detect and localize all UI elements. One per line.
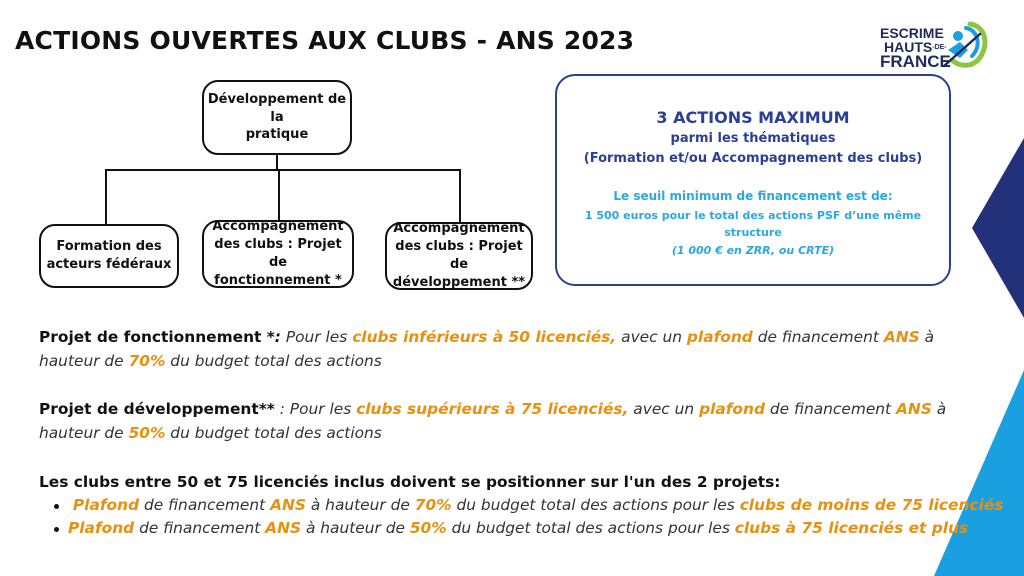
page-title: ACTIONS OUVERTES AUX CLUBS - ANS 2023 bbox=[15, 26, 635, 55]
paragraph-developpement: Projet de développement** : Pour les clubs supérieurs à 75 licenciés, avec un plafond de financement ANS à hauteur de 50% du budget total des actions bbox=[39, 400, 947, 443]
connector bbox=[105, 169, 461, 171]
info-heading: 3 ACTIONS MAXIMUM bbox=[656, 108, 850, 127]
connector bbox=[105, 169, 107, 224]
org-root-node: Développement de la pratique bbox=[202, 80, 352, 155]
connector bbox=[276, 155, 278, 170]
info-subtitle-1: parmi les thématiques bbox=[670, 131, 836, 146]
connector bbox=[278, 169, 280, 221]
decorative-triangle-navy bbox=[972, 138, 1024, 318]
list-item: Plafond de financement ANS à hauteur de 70% du budget total des actions pour les clubs de moins de 75 licenciés bbox=[54, 494, 974, 517]
info-subtitle-2: (Formation et/ou Accompagnement des clubs) bbox=[583, 151, 923, 166]
connector bbox=[459, 169, 461, 224]
org-node-fonctionnement: Accompagnement des clubs : Projet de fonctionnement * bbox=[202, 220, 354, 288]
org-node-formation: Formation des acteurs fédéraux bbox=[39, 224, 179, 288]
info-note: (1 000 € en ZRR, ou CRTE) bbox=[671, 244, 835, 257]
logo-line2: $HAUTS^{-DE-}$ bbox=[884, 39, 947, 55]
info-threshold: Le seuil minimum de financement est de: bbox=[613, 189, 893, 203]
escrime-hdf-logo bbox=[878, 18, 993, 74]
fencer-icon bbox=[940, 20, 990, 72]
info-box bbox=[555, 74, 951, 286]
logo-line3: FRANCE bbox=[880, 52, 951, 71]
bullet-list bbox=[54, 494, 1004, 541]
org-node-developpement: Accompagnement des clubs : Projet de développement ** bbox=[385, 222, 533, 290]
paragraph-fonctionnement: Projet de fonctionnement *: Pour les clubs inférieurs à 50 licenciés, avec un plafond de financement ANS à hauteur de 70% du budget total des actions bbox=[39, 328, 935, 371]
list-item: Plafond de financement ANS à hauteur de 50% du budget total des actions pour les clubs à 75 licenciés et plus bbox=[54, 517, 974, 540]
logo-line1: ESCRIME bbox=[880, 25, 944, 41]
info-amount: 1 500 euros pour le total des actions PSF d’une même structure bbox=[584, 209, 922, 240]
paragraph-positionnement: Les clubs entre 50 et 75 licenciés inclus doivent se positionner sur l'un des 2 projets: bbox=[39, 473, 781, 491]
